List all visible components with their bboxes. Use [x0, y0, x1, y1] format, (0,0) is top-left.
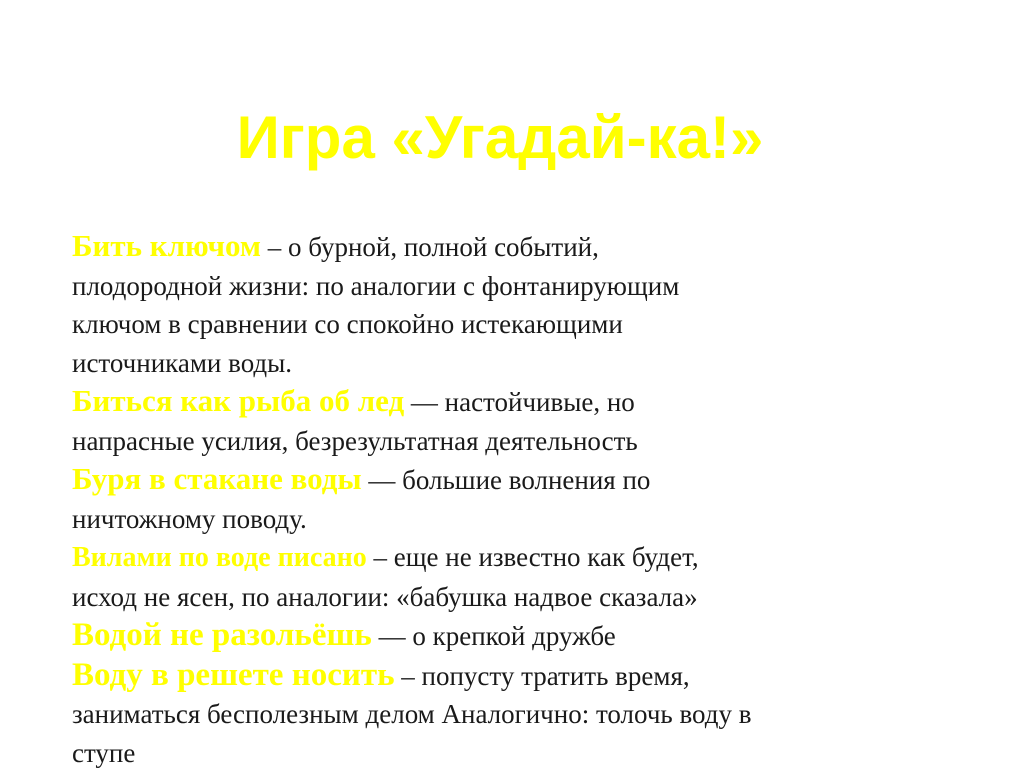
idiom-term: Буря в стакане воды — [72, 461, 362, 496]
entry-first-line — [72, 538, 972, 578]
entry-first-line — [72, 227, 972, 267]
entry-first-line — [72, 656, 972, 696]
list-item-burya-v-stakane — [72, 460, 972, 538]
idiom-definition: — настойчивые, но — [404, 387, 635, 417]
idiom-list — [72, 227, 972, 768]
idiom-term: Биться как рыба об лед — [72, 383, 405, 418]
idiom-definition: – попусту тратить время, — [394, 660, 690, 691]
entry-line: ступе — [72, 737, 136, 768]
idiom-definition: — о крепкой дружбе — [371, 621, 616, 651]
entry-line: ключом в сравнении со спокойно истекающими — [72, 309, 623, 339]
idiom-definition: — большие волнения по — [361, 465, 651, 495]
entry-line: исход не ясен, по аналогии: «бабушка надвое сказала» — [72, 581, 698, 612]
entry-line: плодородной жизни: по аналогии с фонтанирующим — [72, 270, 680, 301]
list-item-bit-klyuchom — [72, 227, 972, 382]
idiom-term: Бить ключом — [72, 228, 261, 263]
idiom-term: Вилами по воде писано — [72, 542, 367, 573]
entry-line: напрасные усилия, безрезультатная деятельность — [72, 425, 638, 456]
list-item-bitsya-kak-ryba — [72, 382, 972, 460]
list-item-vilami-po-vode — [72, 538, 972, 616]
entry-line: заниматься бесполезным делом Аналогично: толочь воду в — [72, 699, 752, 729]
list-item-vodu-v-reshete — [72, 656, 972, 768]
entry-line: ничтожному поводу. — [72, 503, 307, 534]
idiom-term: Воду в решете носить — [72, 656, 395, 693]
entry-first-line — [72, 616, 972, 656]
entry-line: источниками воды. — [72, 347, 293, 378]
entry-first-line — [72, 460, 972, 500]
idiom-definition: – о бурной, полной событий, — [261, 232, 599, 262]
idiom-term: Водой не разольёшь — [72, 617, 372, 653]
idiom-definition: – еще не известно как будет, — [366, 542, 699, 572]
slide-title: Игра «Угадай-ка!» — [236, 104, 764, 171]
list-item-vodoy-ne-razolyosh — [72, 616, 972, 656]
entry-first-line — [72, 382, 972, 422]
